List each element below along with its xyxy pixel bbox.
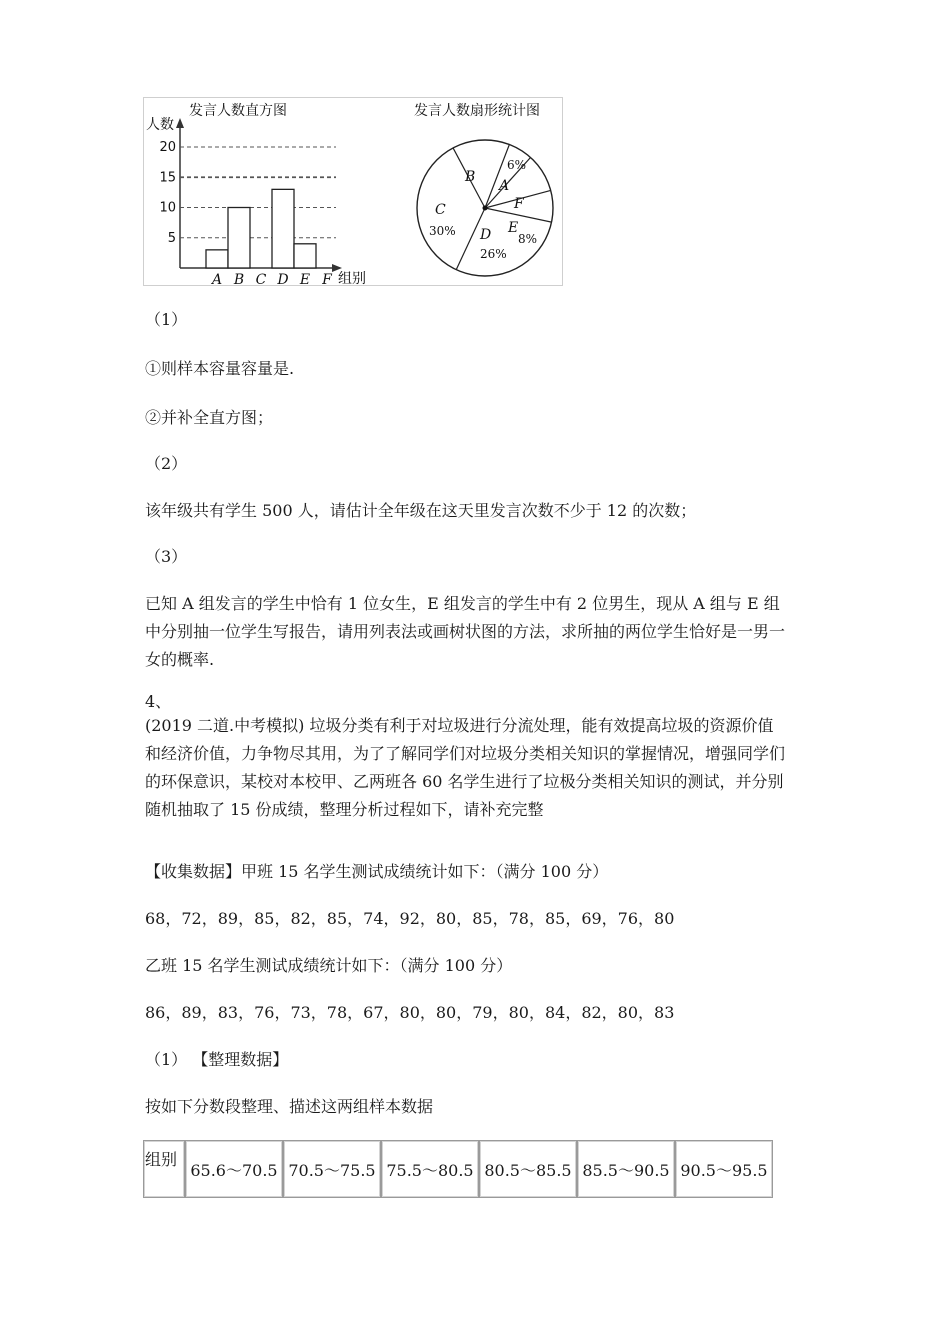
histogram-bar-A [206, 250, 228, 268]
pie-pct-d: 26% [480, 247, 507, 261]
pie-slice-boundary [485, 145, 509, 208]
x-tick-label-B: B [233, 272, 245, 286]
histogram [146, 102, 366, 286]
pie-chart [414, 102, 553, 276]
problem-4-number: 4、 [145, 692, 172, 711]
pie-pct-e: 8% [518, 232, 538, 246]
range-cell-4: 80.5～85.5 [479, 1140, 577, 1198]
pie-center [483, 206, 488, 211]
y-tick-label: 15 [159, 170, 176, 186]
histogram-bar-E [294, 244, 316, 268]
pie-label-c: C [435, 202, 446, 218]
pie-label-a: A [499, 178, 510, 194]
range-cell-2: 70.5～75.5 [283, 1140, 381, 1198]
histogram-bar-B [228, 208, 250, 269]
range-cell-5: 85.5～90.5 [577, 1140, 675, 1198]
x-tick-label-C: C [255, 272, 267, 286]
range-cell-6: 90.5～95.5 [675, 1140, 773, 1198]
yi-class-scores: 86，89，83，76，73，78，67，80，80，79，80，84，82，80，83 [145, 1003, 675, 1022]
histogram-title: 发言人数直方图 [189, 103, 287, 119]
x-tick-label-F: F [322, 272, 332, 286]
score-range-table [143, 1140, 773, 1198]
statistics-figure [143, 97, 563, 286]
collect-data-heading: 【收集数据】甲班 15 名学生测试成绩统计如下：（满分 100 分） [145, 862, 609, 881]
table-row [143, 1140, 773, 1198]
x-tick-label-A: A [211, 272, 223, 286]
y-tick-label: 20 [159, 140, 176, 155]
q1-item-a: ①则样本容量容量是. [145, 359, 295, 378]
histogram-ylabel: 人数 [146, 117, 174, 133]
yi-class-title: 乙班 15 名学生测试成绩统计如下：（满分 100 分） [145, 956, 513, 975]
pie-pct-a: 6% [507, 158, 527, 172]
x-tick-label-E: E [299, 272, 311, 286]
q3-label: （3） [145, 547, 188, 566]
organize-data-heading: （1） 【整理数据】 [145, 1050, 289, 1069]
pie-label-e: E [508, 220, 519, 236]
q2-label: （2） [145, 454, 188, 473]
range-cell-1: 65.6～70.5 [185, 1140, 283, 1198]
histogram-xlabel: 组别 [338, 271, 366, 286]
pie-label-f: F [514, 196, 524, 212]
y-axis-arrow [176, 118, 184, 128]
histogram-bar-D [272, 189, 294, 268]
problem-4-text: (2019 二道.中考模拟) 垃圾分类有利于对垃圾进行分流处理，能有效提高垃圾的资源价值和经济价值，力争物尽其用，为了了解同学们对垃圾分类相关知识的掌握情况，增强同学们的环保意识，某校对本校甲、乙两班各 60 名学生进行了垃极分类相关知识的测试，并分别随机抽取了 15 份成绩，整理分析过程如下，请补充完整 [145, 716, 786, 819]
y-tick-label: 5 [167, 230, 176, 246]
q1-item-b: ②并补全直方图； [145, 408, 274, 427]
x-tick-label-D: D [277, 272, 289, 286]
q2-text: 该年级共有学生 500 人，请估计全年级在这天里发言次数不少于 12 的次数； [145, 501, 697, 520]
q3-text: 已知 A 组发言的学生中恰有 1 位女生，E 组发言的学生中有 2 位男生，现从 A 组与 E 组中分别抽一位学生写报告，请用列表法或画树状图的方法，求所抽的两位学生恰好是一男一女的概率. [145, 594, 786, 669]
pie-pct-c: 30% [429, 224, 456, 238]
pie-title: 发言人数扇形统计图 [414, 103, 540, 119]
range-cell-3: 75.5～80.5 [381, 1140, 479, 1198]
y-tick-label: 10 [159, 200, 176, 216]
table-header-cell: 组别 [143, 1140, 185, 1198]
pie-label-b: B [465, 169, 476, 185]
q1-label: （1） [145, 310, 188, 329]
pie-label-d: D [480, 227, 492, 243]
jia-class-scores: 68，72，89，85，82，85，74，92，80，85，78，85，69，76，80 [145, 909, 675, 928]
organize-description: 按如下分数段整理、描述这两组样本数据 [145, 1097, 434, 1116]
